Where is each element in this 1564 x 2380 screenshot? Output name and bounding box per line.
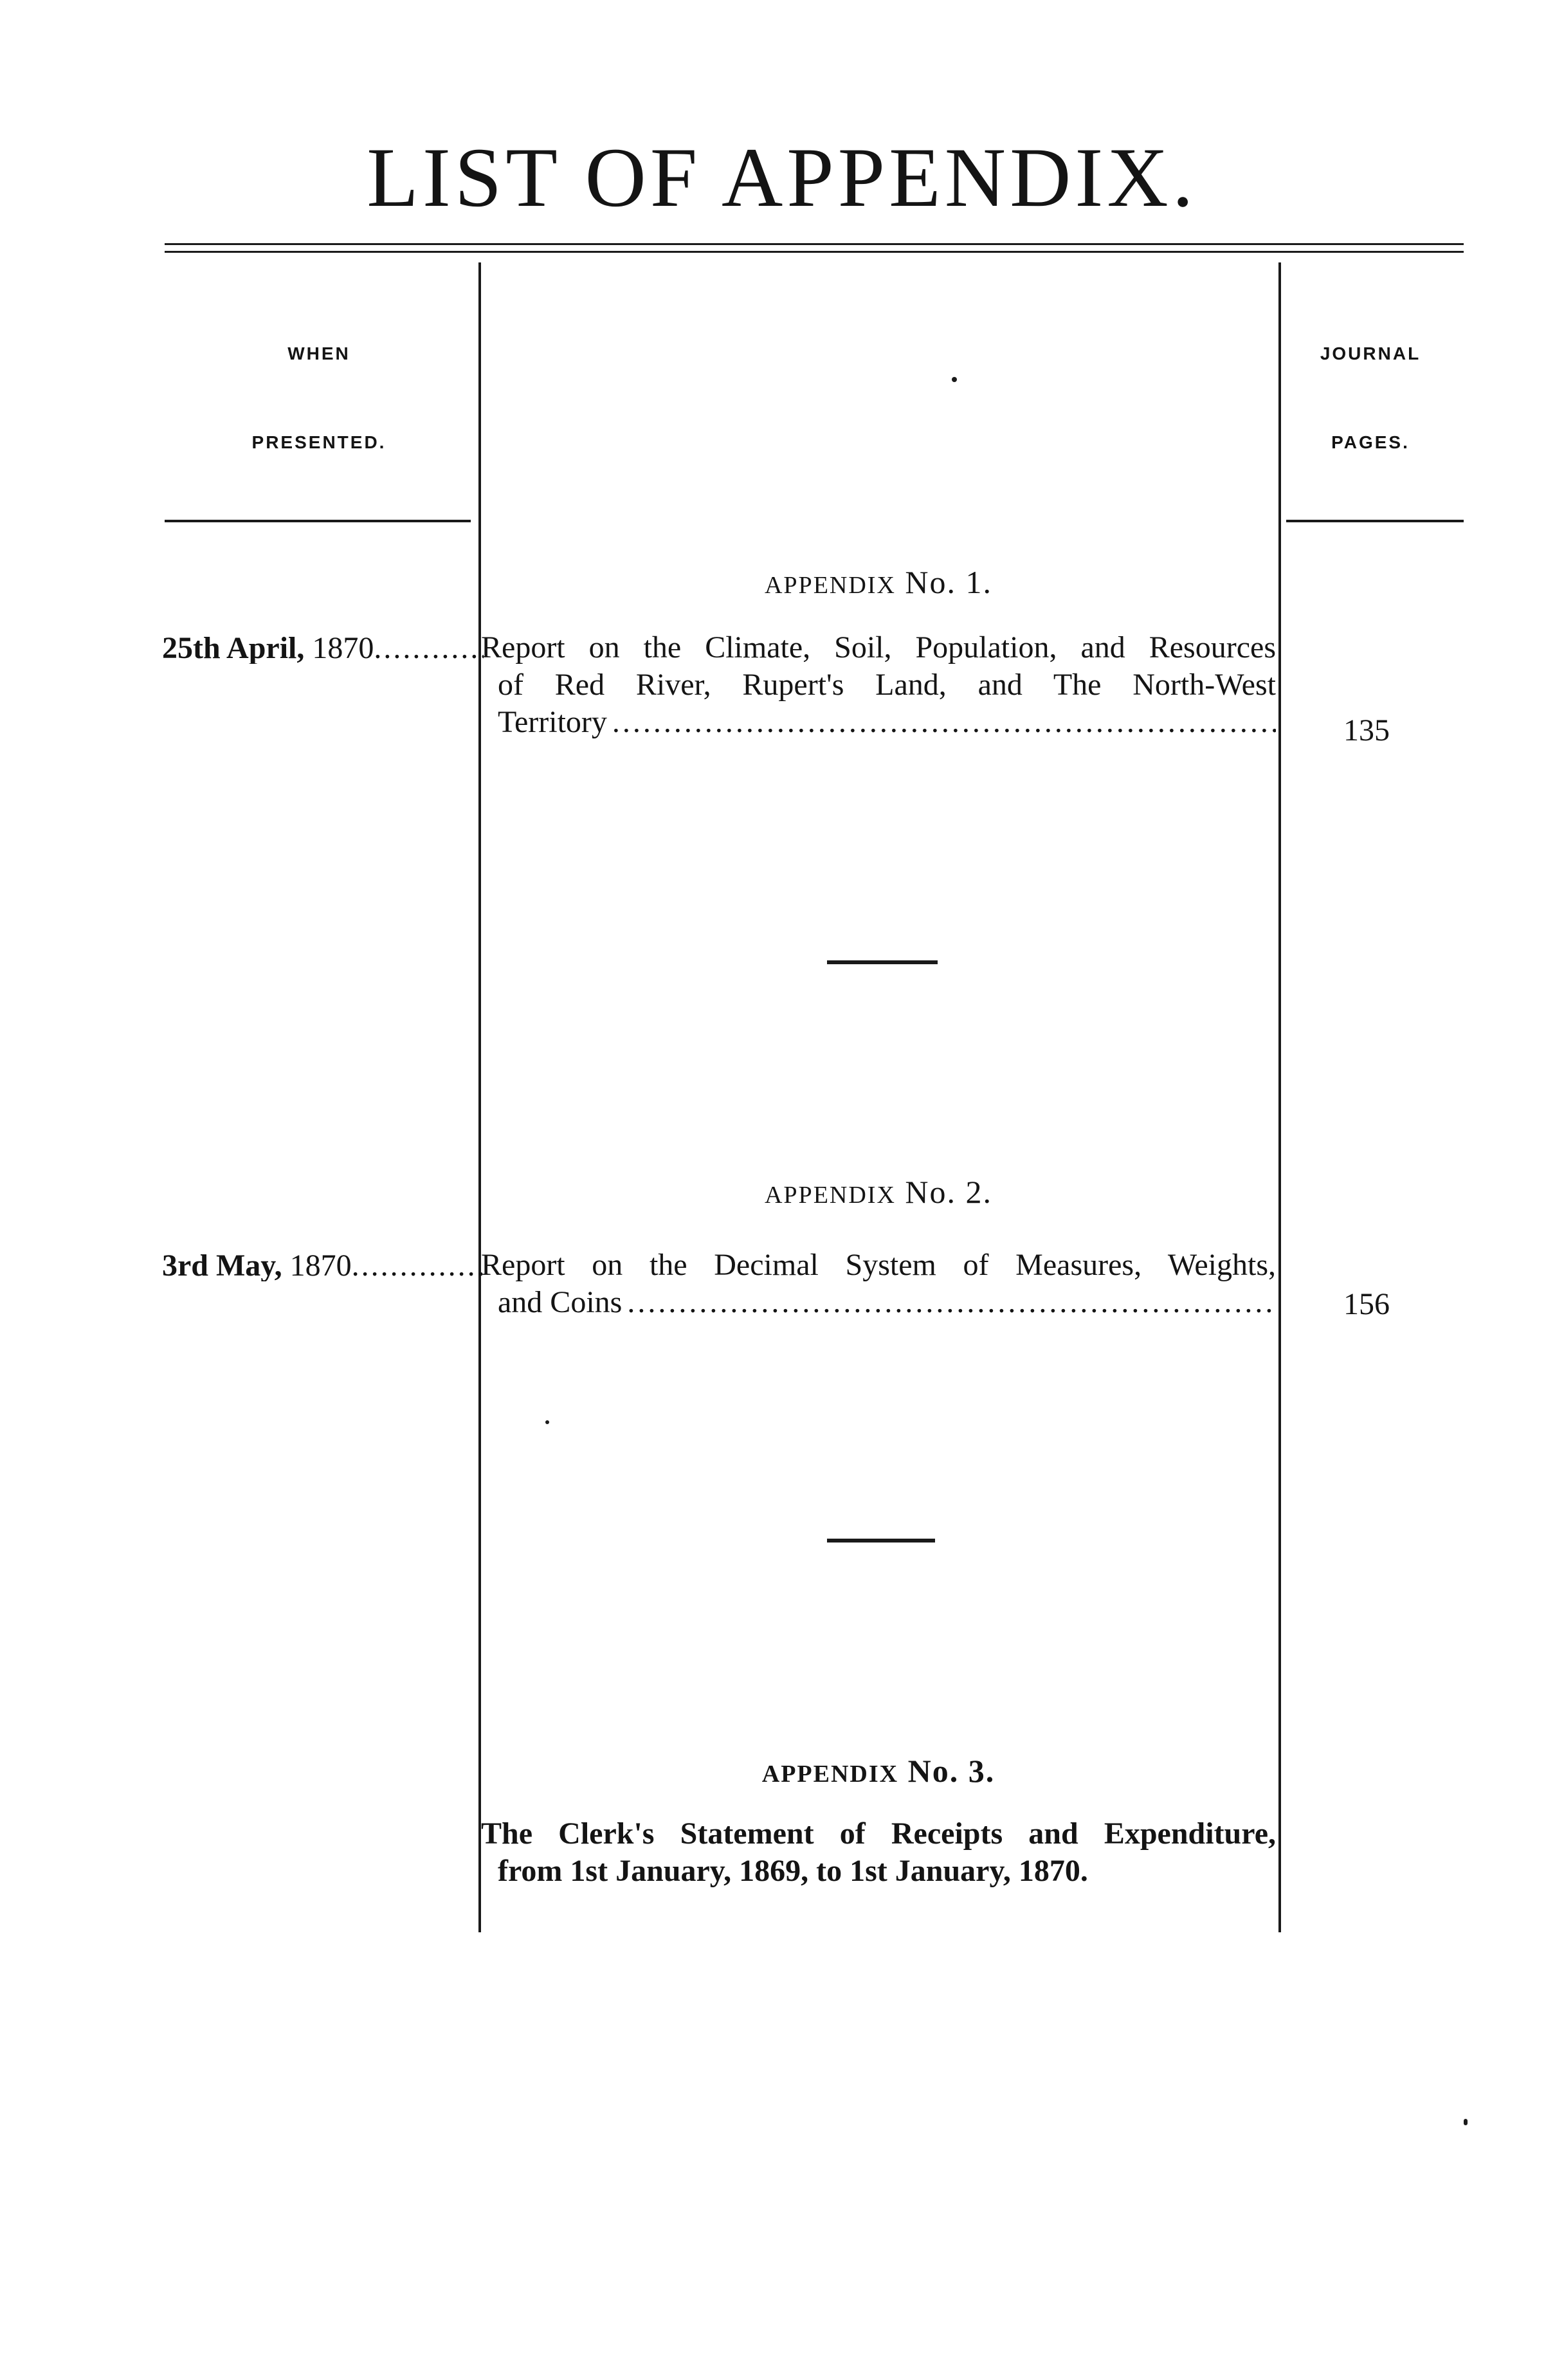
- appendix-1-label: APPENDIX: [764, 572, 896, 599]
- appendix-3-line-2: from 1st January, 1869, to 1st January, 1870.: [498, 1854, 1088, 1888]
- appendix-1-description: [481, 629, 1276, 741]
- appendix-2-label: APPENDIX: [764, 1182, 896, 1209]
- page-title: LIST OF APPENDIX.: [367, 130, 1197, 224]
- appendix-1-date-leader: [374, 633, 484, 664]
- journal-pages-heading-line2: PAGES.: [1331, 432, 1410, 452]
- appendix-2-line-2-text: and Coins: [498, 1285, 623, 1319]
- appendix-2-date-day: 3rd May,: [162, 1250, 282, 1281]
- appendix-2-line-2: [481, 1284, 1276, 1321]
- appendix-2-page: 156: [1343, 1287, 1390, 1321]
- appendix-1-page: 135: [1343, 713, 1390, 747]
- appendix-3-heading: [481, 1755, 1276, 1787]
- column-rule-right: [1278, 262, 1281, 1932]
- appendix-3-label: APPENDIX: [761, 1761, 899, 1788]
- appendix-3-description: [481, 1815, 1276, 1890]
- stray-print-mark-2: [545, 1420, 549, 1424]
- appendix-1-line-2: of Red River, Rupert's Land, and The North-West: [498, 668, 1276, 702]
- appendix-1-date-year: 1870: [312, 633, 374, 664]
- appendix-1-number: No. 1.: [905, 564, 992, 600]
- journal-pages-heading-line1: JOURNAL: [1320, 343, 1421, 363]
- appendix-3-line-1: The Clerk's Statement of Receipts and Expenditure,: [481, 1817, 1276, 1851]
- appendix-1-date-day: 25th April,: [162, 633, 305, 664]
- appendix-2-leader: [627, 1284, 1276, 1321]
- when-presented-heading-line1: WHEN: [287, 343, 350, 363]
- appendix-2-heading: [481, 1176, 1276, 1208]
- section-separator-2: [827, 1539, 935, 1542]
- section-separator-1: [827, 960, 938, 964]
- header-rule-right: [1286, 520, 1464, 522]
- stray-print-mark-3: [1464, 2119, 1468, 2125]
- appendix-1-line-3: [481, 704, 1276, 741]
- title-rule-top: [165, 243, 1464, 245]
- appendix-1-leader: [612, 704, 1276, 741]
- appendix-3-number: No. 3.: [907, 1753, 996, 1789]
- appendix-1-line-1: Report on the Climate, Soil, Population, and Resources: [481, 630, 1276, 664]
- stray-print-mark: [952, 377, 957, 382]
- appendix-2-date-year: 1870: [289, 1250, 352, 1281]
- appendix-2-date: [162, 1250, 484, 1281]
- appendix-1-date: [162, 633, 484, 664]
- when-presented-heading-line2: PRESENTED.: [251, 432, 386, 452]
- appendix-2-date-leader: [352, 1250, 484, 1281]
- column-rule-left: [478, 262, 481, 1932]
- appendix-2-description: [481, 1247, 1276, 1321]
- appendix-2-line-1: Report on the Decimal System of Measures, Weights,: [481, 1248, 1276, 1282]
- appendix-2-number: No. 2.: [905, 1174, 992, 1210]
- header-rule-left: [165, 520, 471, 522]
- title-rule-bottom: [165, 251, 1464, 253]
- appendix-1-line-3-text: Territory: [498, 705, 607, 739]
- appendix-1-heading: [481, 566, 1276, 598]
